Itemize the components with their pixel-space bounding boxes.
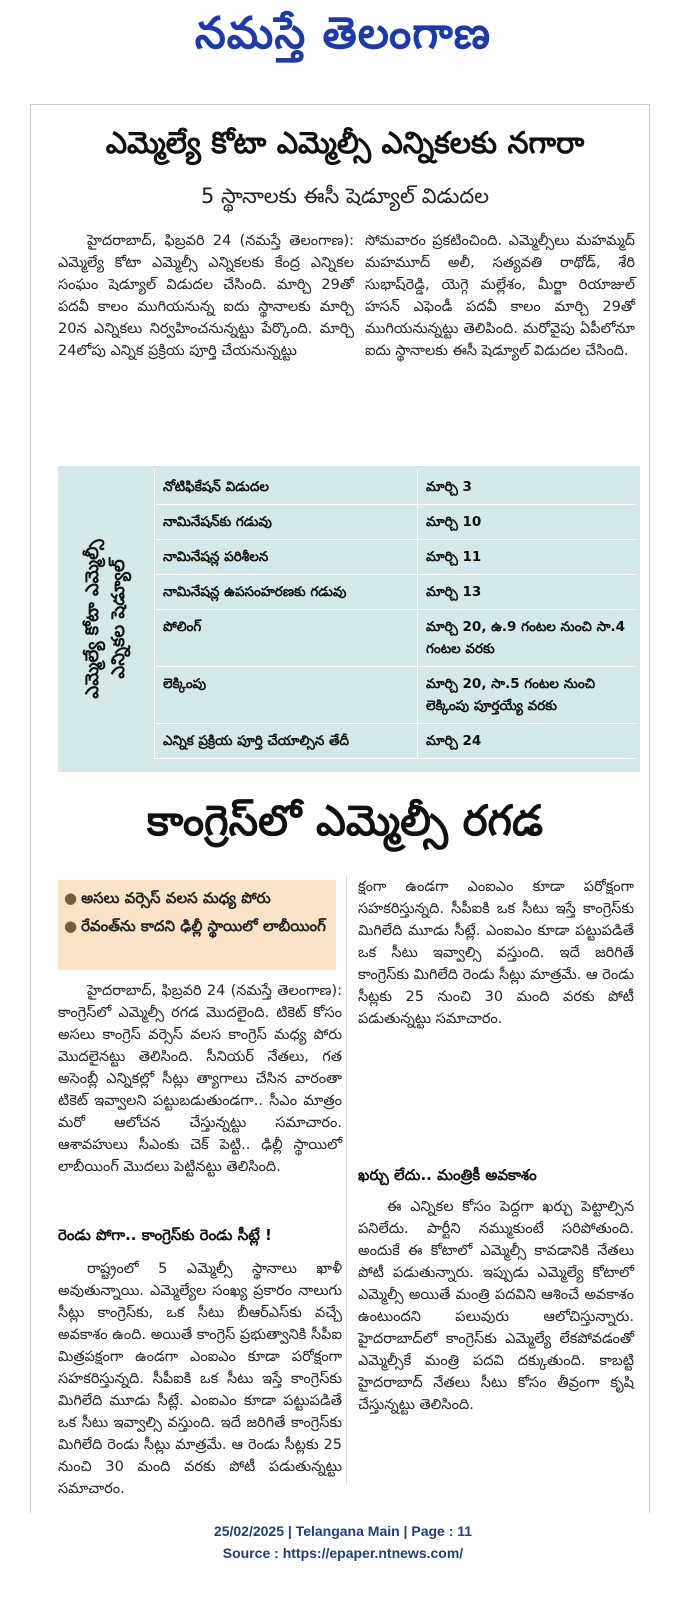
footer-source-line: Source : https://epaper.ntnews.com/ xyxy=(222,1545,464,1561)
schedule-event: పోలింగ్‌ xyxy=(155,610,418,667)
article2-subhead-2: ఖర్చు లేదు.. మంత్రికీ అవకాశం xyxy=(358,1166,537,1184)
schedule-table xyxy=(154,470,636,759)
article1-col2-text: సోమవారం ప్రకటించింది. ఎమ్మెల్సీలు మహమ్మద్‌ మహమూద్‌ అలీ, సత్యవతి రాథోడ్‌, శేరి సుభాష్‌రెడ్డి, యెగ్గె మల్లేశం, మీర్జా రియాజుల్‌ హసన్‌ ఎఫెండీ పదవీ కాలం మార్చి 29తో ముగియనున్నట్టు తెలిపింది. మరోవైపు ఏపీలోనూ ఐదు స్థానాలకు ఈసీ షెడ్యూల్‌ విడుదల చేసింది. xyxy=(365,233,635,359)
schedule-row xyxy=(155,470,637,505)
schedule-row xyxy=(155,540,637,575)
highlights-box xyxy=(58,880,336,970)
schedule-row xyxy=(155,505,637,540)
schedule-box xyxy=(58,466,640,772)
schedule-event: నామినేషన్‌కు గడువు xyxy=(155,505,418,540)
article2-headline: కాంగ్రెస్‌లో ఎమ్మెల్సీ రగడ xyxy=(146,796,544,845)
schedule-date: మార్చి 20, సా.5 గంటల నుంచి లెక్కింపు పూర్తయ్యే వరకు xyxy=(418,667,637,724)
schedule-event: నామినేషన్ల పరిశీలన xyxy=(155,540,418,575)
schedule-title-line2: ఎన్నికల షెడ్యూల్‌ xyxy=(108,559,129,679)
schedule-event: నామినేషన్ల ఉపసంహరణకు గడువు xyxy=(155,575,418,610)
bullet-icon: ● xyxy=(64,917,78,935)
schedule-title xyxy=(58,466,154,772)
highlight-text: అసలు వర్సెస్‌ వలస మధ్య పోరు xyxy=(81,889,271,907)
article1-column-2 xyxy=(365,230,635,450)
schedule-date: మార్చి 10 xyxy=(418,505,637,540)
schedule-date: మార్చి 20, ఉ.9 గంటల నుంచి సా.4 గంటల వరకు xyxy=(418,610,637,667)
highlight-item xyxy=(64,912,330,940)
article1-column-1 xyxy=(58,230,354,450)
article2-body-2-right xyxy=(358,876,634,1166)
schedule-title-line1: ఎమ్మెల్యే కోటా ఎమ్మెల్సీ xyxy=(82,539,103,699)
column-divider xyxy=(346,876,347,1484)
schedule-event: ఎన్నిక ప్రక్రియ పూర్తి చేయాల్సిన తేదీ xyxy=(155,724,418,759)
highlight-item xyxy=(64,884,330,912)
article1-subheadline: 5 స్థానాలకు ఈసీ షెడ్యూల్‌ విడుదల xyxy=(200,184,490,208)
article2-body2-text: రాష్ట్రంలో 5 ఎమ్మెల్సీ స్థానాలు ఖాళీ అవుతున్నాయి. ఎమ్మెల్యేల సంఖ్య ప్రకారం నాలుగు సీట్లు కాంగ్రెస్‌కు, ఒక సీటు బీఆర్‌ఎస్‌కు వచ్చే అవకాశం ఉంది. అయితే కాంగ్రెస్‌ ప్రభుత్వానికి సీపీఐ మిత్రపక్షంగా ఉండగా ఎంఐఎం కూడా పరోక్షంగా సహకరిస్తున్నది. సీపీఐకి ఒక సీటు ఇస్తే కాంగ్రెస్‌కు మిగిలేది మూడు సీట్లే. ఎంఐఎం కూడా పట్టుపడితే ఒక సీటు ఇవ్వాల్సి వస్తుంది. ఇదే జరిగితే కాంగ్రెస్‌కు మిగిలేది రెండు సీట్లు మాత్రమే. ఆ రెండు సీట్లకు 25 నుంచి 30 మంది వరకు పోటీ పడుతున్నట్టు సమాచారం. xyxy=(58,1261,342,1497)
schedule-row xyxy=(155,667,637,724)
article2-body-1 xyxy=(58,980,342,1218)
schedule-row xyxy=(155,724,637,759)
article2-body-3 xyxy=(358,1196,634,1492)
article2-body-2-left xyxy=(58,1258,342,1497)
article2-body2-continued: క్షంగా ఉండగా ఎంఐఎం కూడా పరోక్షంగా సహకరిస్తున్నది. సీపీఐకి ఒక సీటు ఇస్తే కాంగ్రెస్‌కు మిగిలేది మూడు సీట్లే. ఎంఐఎం కూడా పట్టుపడితే ఒక సీటు ఇవ్వాల్సి వస్తుంది. ఇదే జరిగితే కాంగ్రెస్‌కు మిగిలేది రెండు సీట్లు మాత్రమే. ఆ రెండు సీట్లకు 25 నుంచి 30 మంది వరకు పోటీ పడుతున్నట్టు సమాచారం. xyxy=(358,879,634,1027)
schedule-event: లెక్కింపు xyxy=(155,667,418,724)
schedule-event: నోటిఫికేషన్‌ విడుదల xyxy=(155,470,418,505)
article2-body3-text: ఈ ఎన్నికల కోసం పెద్దగా ఖర్చు పెట్టాల్సిన పనిలేదు. పార్టీని నమ్ముకుంటే సరిపోతుంది. అందుకే ఈ కోటాలో ఎమ్మెల్సీ కావడానికి నేతలు పోటీ పడుతున్నారు. ఇప్పుడు ఎమ్మెల్యే కోటాలో ఎమ్మెల్సీ అయితే మంత్రి పదవిని ఆశించే అవకాశం ఉంటుందని పలువురు ఆలోచిస్తున్నారు. హైదరాబాద్‌లో కాంగ్రెస్‌కు ఎమ్మెల్యే లేకపోవడంతో ఎమ్మెల్సీకే మంత్రి పదవి దక్కుతుంది. కాబట్టి హైదరాబాద్‌ నేతలు సీటు కోసం తీవ్రంగా కృషి చేస్తున్నట్టు తెలిసింది. xyxy=(358,1199,634,1413)
highlight-text: రేవంత్‌ను కాదని ఢిల్లీ స్థాయిలో లాబీయింగ్‌ xyxy=(81,917,326,935)
bullet-icon: ● xyxy=(64,889,78,907)
schedule-row xyxy=(155,610,637,667)
article2-body1-text: హైదరాబాద్‌, ఫిబ్రవరి 24 (నమస్తే తెలంగాణ): కాంగ్రెస్‌లో ఎమ్మెల్సీ రగడ మొదలైంది. టికెట్‌ కోసం అసలు కాంగ్రెస్‌ వర్సెస్‌ వలస కాంగ్రెస్‌ మధ్య పోరు మొదలైనట్టు తెలిసింది. సీనియర్‌ నేతలు, గత అసెంబ్లీ ఎన్నికల్లో సీట్లు త్యాగాలు చేసిన వారంతా టికెట్‌ ఇవ్వాలని పట్టుబడుతుండగా.. సీఎం మాత్రం మరో ఆలోచన చేస్తున్నట్టు సమాచారం. ఆశావహులు సీఎంకు చెక్‌ పెట్టి.. ఢిల్లీ స్థాయిలో లాబీయింగ్‌ మొదలు పెట్టినట్టు తెలిసింది. xyxy=(58,983,342,1175)
schedule-date: మార్చి 11 xyxy=(418,540,637,575)
schedule-date: మార్చి 3 xyxy=(418,470,637,505)
article2-subhead-1: రెండు పోగా.. కాంగ్రెస్‌కు రెండు సీట్లే ! xyxy=(58,1226,272,1244)
footer xyxy=(0,1520,686,1564)
schedule-date: మార్చి 13 xyxy=(418,575,637,610)
article1-col1-text: హైదరాబాద్‌, ఫిబ్రవరి 24 (నమస్తే తెలంగాణ): ఎమ్మెల్యే కోటా ఎమ్మెల్సీ ఎన్నికలకు కేంద్ర ఎన్నికల సంఘం షెడ్యూల్‌ విడుదల చేసింది. మార్చి 29తో పదవీ కాలం ముగియనున్న ఐదు స్థానాలకు మార్చి 20న ఎన్నికలు నిర్వహించనున్నట్టు పేర్కొంది. మార్చి 24లోపు ఎన్నిక ప్రక్రియ పూర్తి చేయనున్నట్టు xyxy=(58,233,354,359)
footer-date-line: 25/02/2025 | Telangana Main | Page : 11 xyxy=(213,1523,473,1539)
masthead: నమస్తే తెలంగాణ xyxy=(194,8,492,59)
schedule-row xyxy=(155,575,637,610)
schedule-date: మార్చి 24 xyxy=(418,724,637,759)
article1-headline: ఎమ్మెల్యే కోటా ఎమ్మెల్సీ ఎన్నికలకు నగారా xyxy=(105,126,585,161)
